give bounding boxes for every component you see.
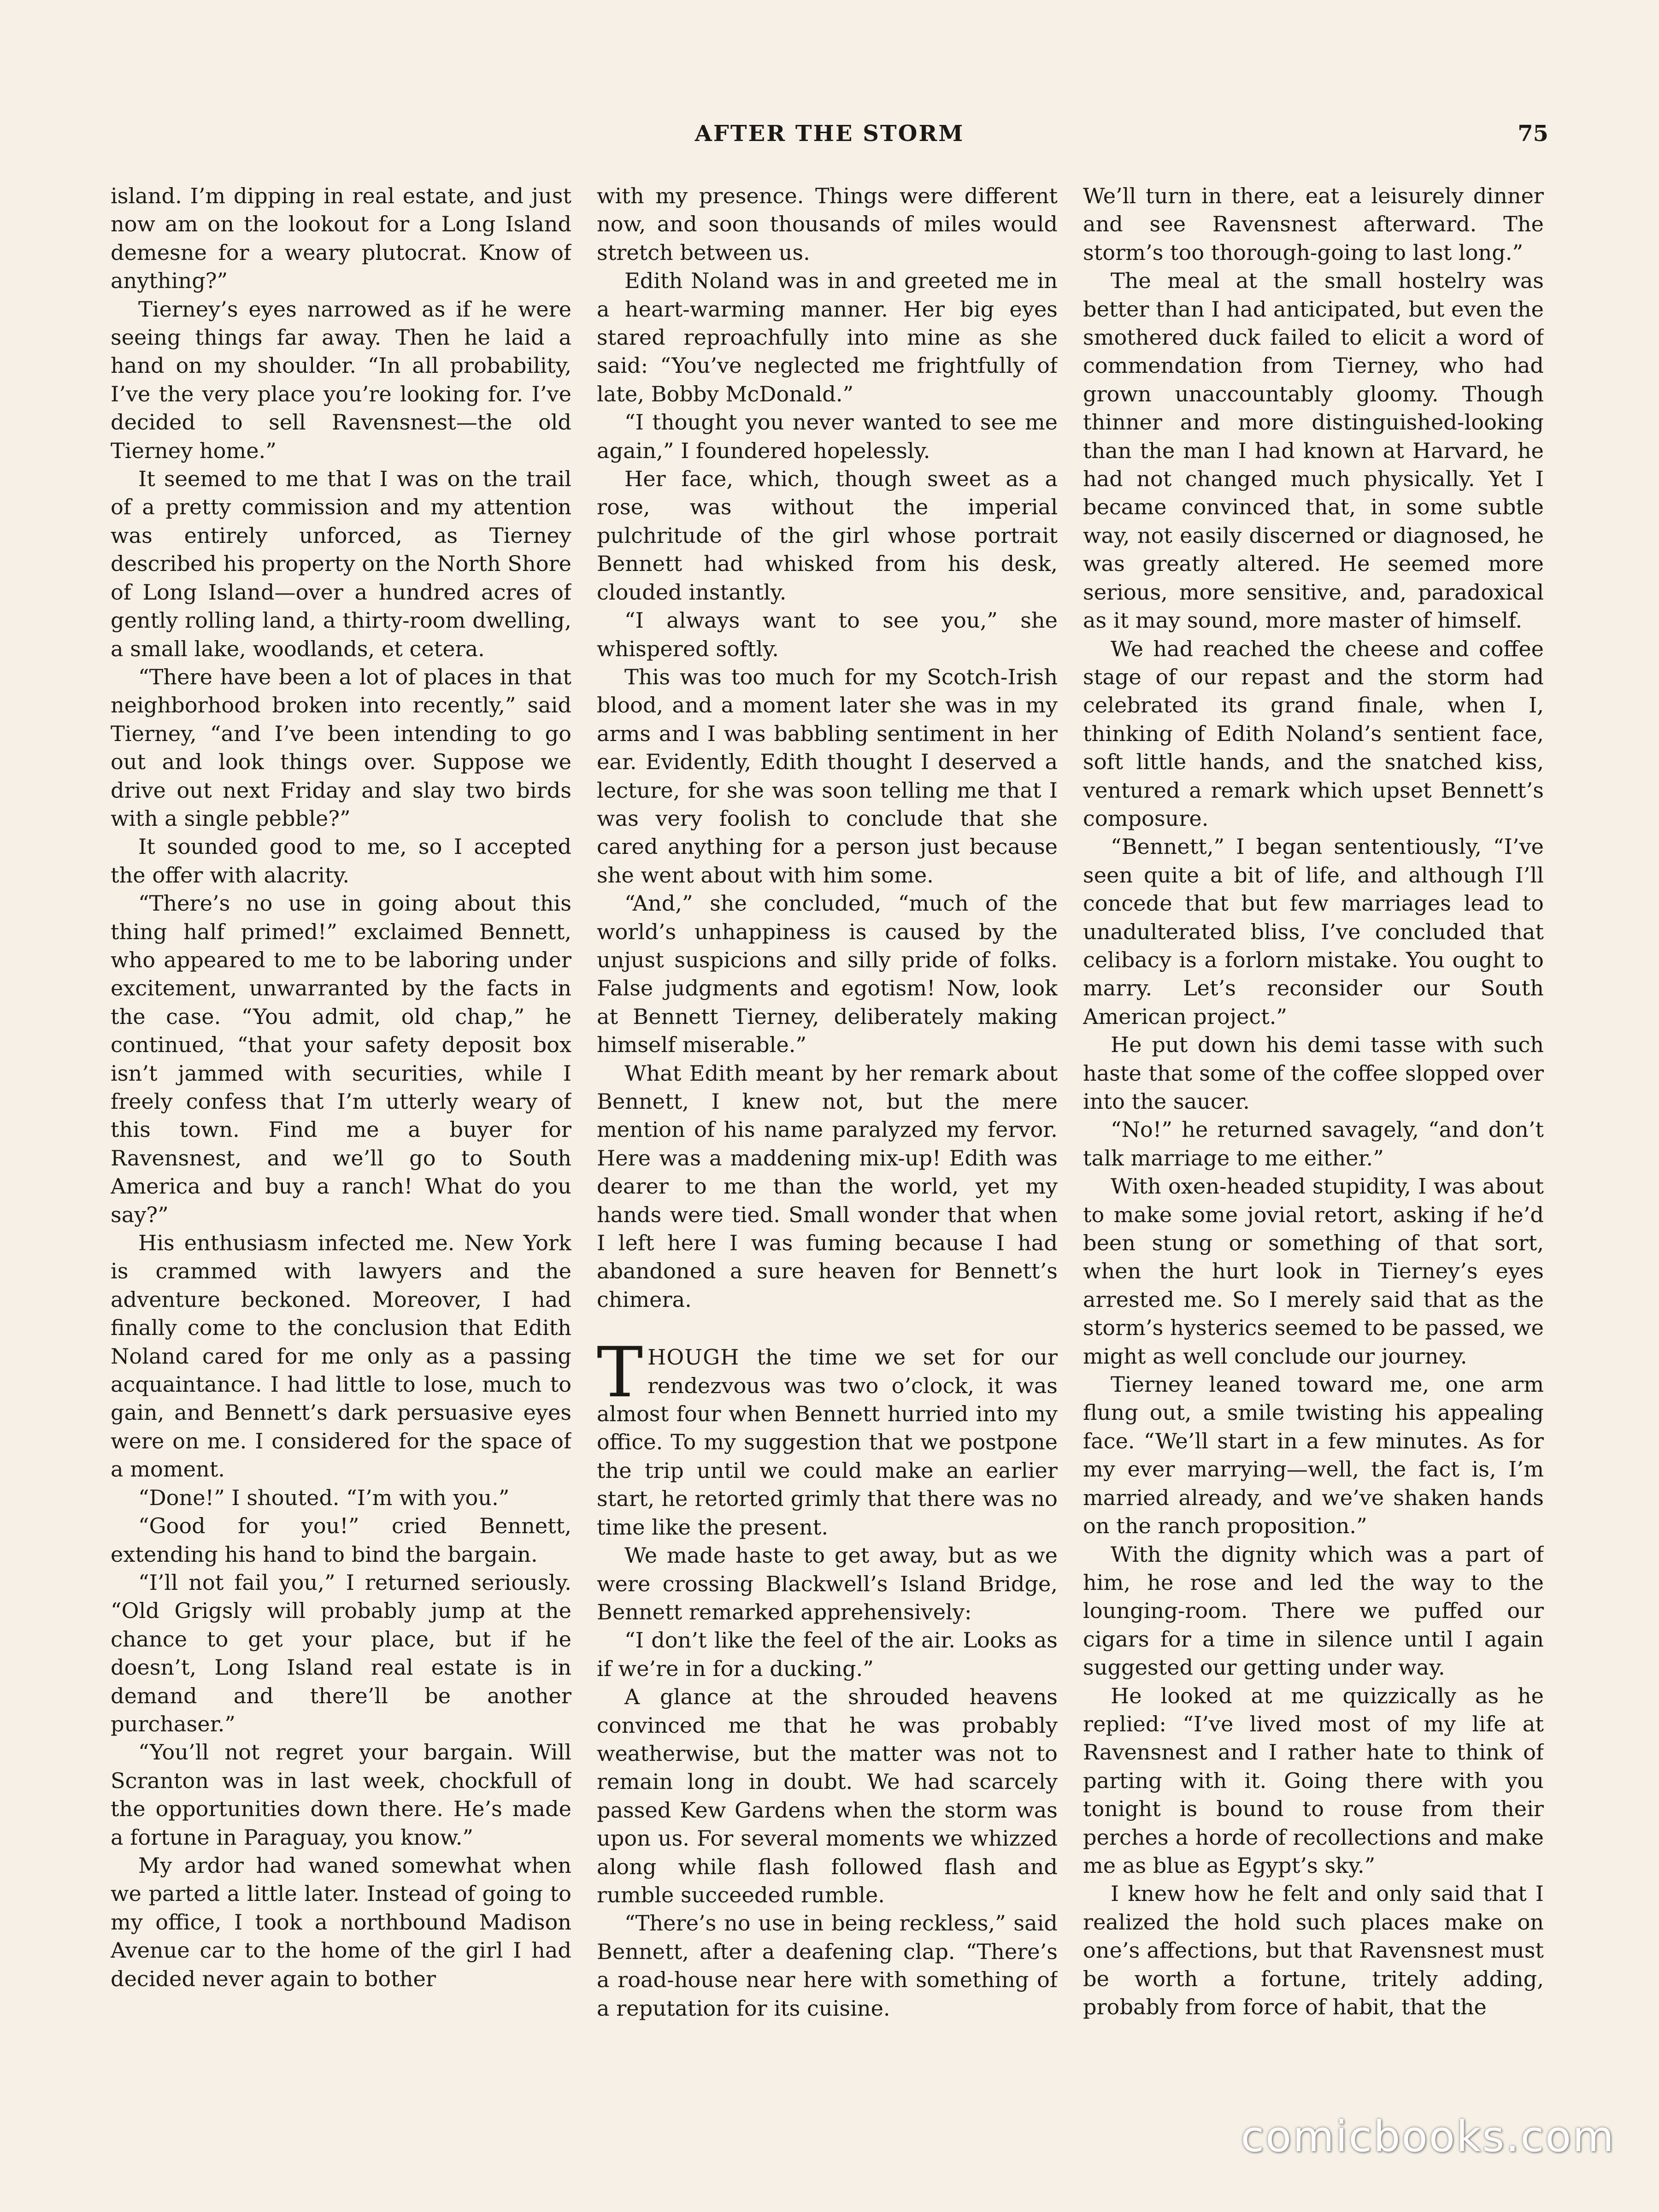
paragraph: I knew how he felt and only said that I realized the hold such places make on one’s affections, but that Ravensnest must be worth a fortune, tritely adding, probably from force of habit, that the (1083, 1881, 1544, 2019)
paragraph-text: the time we set for our rendezvous was two o’clock, it was almost four when Bennett hurried into my office. To my suggestion that we postpone the trip until we could make an earlier start, he retorted grimly that there was no time like the present. (597, 1345, 1058, 1540)
drop-cap: T (597, 1333, 643, 1413)
paragraph: “You’ll not regret your bargain. Will Scranton was in last week, chockfull of the opportunities down there. He’s made a fortune in Paraguay, you know.” (111, 1740, 571, 1850)
paragraph: “No!” he returned savagely, “and don’t talk marriage to me either.” (1083, 1117, 1544, 1171)
paragraph: What Edith meant by her remark about Bennett, I knew not, but the mere mention of his name paralyzed my fervor. Here was a maddening mix-up! Edith was dearer to me than the world, yet my hands were tied. Small wonder that when I left here I was fuming because I had abandoned a sure heaven for Bennett’s chimera. (597, 1060, 1058, 1312)
paragraph: My ardor had waned somewhat when we parted a little later. Instead of going to my office, I took a northbound Madison Avenue car to the home of the girl I had decided never again to bother (111, 1853, 571, 1991)
paragraph: “And,” she concluded, “much of the world’s unhappiness is caused by the unjust suspicions and silly pride of folks. False judgments and egotism! Now, look at Bennett Tierney, deliberately making himself miserable.” (597, 891, 1058, 1058)
paragraph: His enthusiasm infected me. New York is crammed with lawyers and the adventure beckoned. Moreover, I had finally come to the conclusion that Edith Noland cared for me only as a passing acquaintance. I had little to lose, much to gain, and Bennett’s dark persuasive eyes were on me. I considered for the space of a moment. (111, 1230, 571, 1482)
paragraph: “There have been a lot of places in that neighborhood broken into recently,” said Tierney, “and I’ve been intending to go out and look things over. Suppose we drive out next Friday and slay two birds with a single pebble?” (111, 664, 571, 831)
site-watermark: comicbooks.com (1241, 2112, 1615, 2161)
paragraph: “I’ll not fail you,” I returned seriously. “Old Grigsly will probably jump at the chance to get your place, but if he doesn’t, Long Island real estate is in demand and there’ll be another purchaser.” (111, 1570, 571, 1736)
paragraph: He put down his demi tasse with such haste that some of the coffee slopped over into the saucer. (1083, 1032, 1544, 1114)
paragraph: The meal at the small hostelry was better than I had anticipated, but even the smothered duck failed to elicit a word of commendation from Tierney, who had grown unaccountably gloomy. Though thinner and more distinguished-looking than the man I had known at Harvard, he had not changed much physically. Yet I became convinced that, in some subtle way, not easily discerned or diagnosed, he was greatly altered. He seemed more serious, more sensitive, and, paradoxical as it may sound, more master of himself. (1083, 268, 1544, 633)
page-header (111, 121, 1548, 158)
paragraph: It seemed to me that I was on the trail of a pretty commission and my attention was entirely unforced, as Tierney described his property on the North Shore of Long Island—over a hundred acres of gently rolling land, a thirty-room dwelling, a small lake, woodlands, et cetera. (111, 466, 571, 661)
text-column-2 (597, 182, 1058, 2081)
paragraph: “Good for you!” cried Bennett, extending his hand to bind the bargain. (111, 1513, 571, 1567)
paragraph: We made haste to get away, but as we were crossing Blackwell’s Island Bridge, Bennett remarked apprehensively: (597, 1543, 1058, 1624)
paragraph-continued: island. I’m dipping in real estate, and just now am on the lookout for a Long Island demesne for a weary plutocrat. Know of anything?” (111, 183, 571, 294)
text-column-1 (111, 182, 571, 2081)
paragraph: He looked at me quizzically as he replied: “I’ve lived most of my life at Ravensnest and I rather hate to think of parting with it. Going there with you tonight is bound to rouse from their perches a horde of recollections and make me as blue as Egypt’s sky.” (1083, 1683, 1544, 1878)
paragraph: With oxen-headed stupidity, I was about to make some jovial retort, asking if he’d been stung or something of that sort, when the hurt look in Tierney’s eyes arrested me. So I merely said that as the storm’s hysterics seemed to be passed, we might as well conclude our journey. (1083, 1174, 1544, 1369)
running-title: AFTER THE STORM (694, 121, 965, 147)
paragraph: A glance at the shrouded heavens convinced me that he was probably weatherwise, but the matter was not to remain long in doubt. We had scarcely passed Kew Gardens when the storm was upon us. For several moments we whizzed along while flash followed flash and rumble succeeded rumble. (597, 1684, 1058, 1907)
paragraph-continued: We’ll turn in there, eat a leisurely dinner and see Ravensnest afterward. The storm’s too thorough-going to last long.” (1083, 183, 1544, 265)
paragraph: “I always want to see you,” she whispered softly. (597, 608, 1058, 661)
article-body (111, 182, 1544, 2081)
section-opening-paragraph (597, 1333, 1058, 1541)
text-column-3 (1083, 182, 1544, 2081)
paragraph: It sounded good to me, so I accepted the offer with alacrity. (111, 834, 571, 888)
paragraph: We had reached the cheese and coffee stage of our repast and the storm had celebrated its grand finale, when I, thinking of Edith Noland’s sentient face, soft little hands, and the snatched kiss, ventured a remark which upset Bennett’s composure. (1083, 636, 1544, 831)
paragraph: “I don’t like the feel of the air. Looks as if we’re in for a ducking.” (597, 1628, 1058, 1681)
paragraph: “There’s no use in going about this thing half primed!” exclaimed Bennett, who appeared to me to be laboring under excitement, unwarranted by the facts in the case. “You admit, old chap,” he continued, “that your safety deposit box isn’t jammed with securities, while I freely confess that I’m utterly weary of this town. Find me a buyer for Ravensnest, and we’ll go to South America and buy a ranch! What do you say?” (111, 891, 571, 1227)
paragraph: “I thought you never wanted to see me again,” I foundered hopelessly. (597, 410, 1058, 463)
paragraph: Her face, which, though sweet as a rose, was without the imperial pulchritude of the girl whose portrait Bennett had whisked from his desk, clouded instantly. (597, 466, 1058, 605)
paragraph: “There’s no use in being reckless,” said Bennett, after a deafening clap. “There’s a road-house near here with something of a reputation for its cuisine. (597, 1911, 1058, 2021)
paragraph: This was too much for my Scotch-Irish blood, and a moment later she was in my arms and I was babbling sentiment in her ear. Evidently, Edith thought I deserved a lecture, for she was soon telling me that I was very foolish to conclude that she cared anything for a person just because she went about with him some. (597, 664, 1058, 888)
lead-word: HOUGH (647, 1345, 740, 1370)
paragraph: Edith Noland was in and greeted me in a heart-warming manner. Her big eyes stared reproachfully into mine as she said: “You’ve neglected me frightfully of late, Bobby McDonald.” (597, 268, 1058, 406)
paragraph: Tierney’s eyes narrowed as if he were seeing things far away. Then he laid a hand on my shoulder. “In all probability, I’ve the very place you’re looking for. I’ve decided to sell Ravensnest—the old Tierney home.” (111, 296, 571, 463)
paragraph: “Bennett,” I began sententiously, “I’ve seen quite a bit of life, and although I’ll concede that but few marriages lead to unadulterated bliss, I’ve concluded that celibacy is a forlorn mistake. You ought to marry. Let’s reconsider our South American project.” (1083, 834, 1544, 1029)
page-number: 75 (1518, 121, 1548, 147)
paragraph: Tierney leaned toward me, one arm flung out, a smile twisting his appealing face. “We’ll start in a few minutes. As for my ever marrying—well, the fact is, I’m married already, and we’ve shaken hands on the ranch proposition.” (1083, 1372, 1544, 1539)
paragraph: “Done!” I shouted. “I’m with you.” (138, 1485, 510, 1510)
paragraph: With the dignity which was a part of him, he rose and led the way to the lounging-room. There we puffed our cigars for a time in silence until I again suggested our getting under way. (1083, 1541, 1544, 1680)
paragraph-continued: with my presence. Things were different now, and soon thousands of miles would stretch between us. (597, 183, 1058, 265)
